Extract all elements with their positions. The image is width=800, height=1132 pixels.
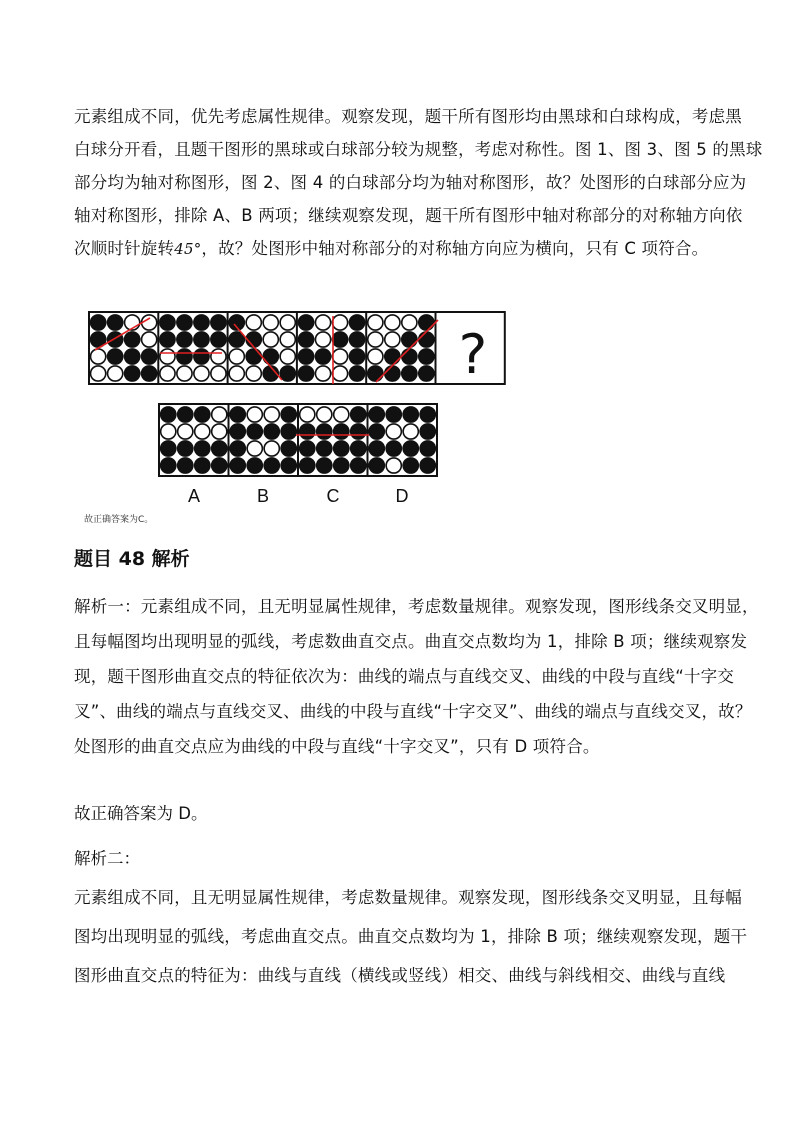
question-cell-3 xyxy=(229,315,295,381)
question-cell-1 xyxy=(91,315,157,381)
black-ball xyxy=(281,458,296,473)
black-ball xyxy=(212,441,227,456)
white-ball xyxy=(108,366,123,381)
text-line: 轴对称图形，排除 A、B 两项；继续观察发现，题干所有图形中轴对称部分的对称轴方向依 xyxy=(74,206,743,225)
option-cell-4 xyxy=(369,407,435,473)
black-ball xyxy=(386,441,401,456)
black-ball xyxy=(403,441,418,456)
analysis-two-label: 解析二： xyxy=(74,849,140,868)
puzzle-figure xyxy=(0,0,800,520)
black-ball xyxy=(300,458,315,473)
black-ball xyxy=(194,315,209,330)
black-ball xyxy=(298,315,313,330)
black-ball xyxy=(194,332,209,347)
text-line: 处图形的曲直交点应为曲线的中段与直线“十字交叉”，只有 D 项符合。 xyxy=(74,737,600,756)
white-ball xyxy=(368,315,383,330)
black-ball xyxy=(108,349,123,364)
black-ball xyxy=(125,349,140,364)
white-ball xyxy=(332,349,347,364)
black-ball xyxy=(385,349,400,364)
white-ball xyxy=(247,441,262,456)
black-ball xyxy=(161,407,176,422)
black-ball xyxy=(300,424,315,439)
paragraph-analysis-two xyxy=(74,878,748,995)
black-ball xyxy=(419,366,434,381)
black-ball xyxy=(419,349,434,364)
black-ball xyxy=(230,407,245,422)
white-ball xyxy=(160,349,175,364)
white-ball xyxy=(332,366,347,381)
white-ball xyxy=(211,349,226,364)
black-ball xyxy=(420,424,435,439)
black-ball xyxy=(247,458,262,473)
white-ball xyxy=(368,349,383,364)
question-row xyxy=(89,312,505,384)
black-ball xyxy=(125,332,140,347)
white-ball xyxy=(334,407,349,422)
black-ball xyxy=(315,349,330,364)
white-ball xyxy=(212,407,227,422)
black-ball xyxy=(108,332,123,347)
black-ball xyxy=(349,332,364,347)
black-ball xyxy=(211,332,226,347)
figure-caption: 故正确答案为C。 xyxy=(84,515,154,525)
black-ball xyxy=(368,366,383,381)
black-ball xyxy=(161,458,176,473)
white-ball xyxy=(247,407,262,422)
question-mark: ? xyxy=(458,323,488,386)
black-ball xyxy=(420,441,435,456)
white-ball xyxy=(160,366,175,381)
black-ball xyxy=(281,424,296,439)
math-45-degrees: 45° xyxy=(174,240,202,258)
text-line: 元素组成不同，优先考虑属性规律。观察发现，题干所有图形均由黑球和白球构成，考虑黑 xyxy=(74,107,742,126)
answer-text: 故正确答案为 D。 xyxy=(74,804,208,823)
black-ball xyxy=(178,407,193,422)
white-ball xyxy=(280,332,295,347)
black-ball xyxy=(125,366,140,381)
white-ball xyxy=(403,424,418,439)
white-ball xyxy=(194,366,209,381)
black-ball xyxy=(420,458,435,473)
white-ball xyxy=(178,424,193,439)
text-line: 图形曲直交点的特征为：曲线与直线（横线或竖线）相交、曲线与斜线相交、曲线与直线 xyxy=(74,966,726,985)
black-ball xyxy=(351,441,366,456)
white-ball xyxy=(317,407,332,422)
black-ball xyxy=(177,332,192,347)
black-ball xyxy=(91,315,106,330)
black-ball xyxy=(161,441,176,456)
black-ball xyxy=(317,441,332,456)
black-ball xyxy=(108,315,123,330)
text-line: 现，题干图形曲直交点的特征依次为：曲线的端点与直线交叉、曲线的中段与直线“十字交 xyxy=(74,667,735,686)
white-ball xyxy=(402,315,417,330)
text-line: 叉”、曲线的端点与直线交叉、曲线的中段与直线“十字交叉”、曲线的端点与直线交叉，故？ xyxy=(74,702,752,721)
black-ball xyxy=(403,458,418,473)
black-ball xyxy=(334,424,349,439)
white-ball xyxy=(300,407,315,422)
white-ball xyxy=(177,366,192,381)
text-fragment: ，故？处图形中轴对称部分的对称轴方向应为横向，只有 C 项符合。 xyxy=(201,239,709,258)
option-cell-3 xyxy=(296,407,372,473)
black-ball xyxy=(369,441,384,456)
white-ball xyxy=(385,315,400,330)
text-line: 解析一：元素组成不同，且无明显属性规律，考虑数量规律。观察发现，图形线条交叉明显， xyxy=(74,597,759,616)
black-ball xyxy=(246,332,261,347)
black-ball xyxy=(403,407,418,422)
black-ball xyxy=(212,458,227,473)
white-ball xyxy=(246,366,261,381)
options-row xyxy=(159,404,437,476)
black-ball xyxy=(178,441,193,456)
white-ball xyxy=(229,366,244,381)
black-ball xyxy=(177,349,192,364)
black-ball xyxy=(385,366,400,381)
black-ball xyxy=(195,407,210,422)
option-cell-1 xyxy=(161,407,227,473)
black-ball xyxy=(349,366,364,381)
option-label-a: A xyxy=(187,486,201,506)
black-ball xyxy=(195,458,210,473)
black-ball xyxy=(334,458,349,473)
black-ball xyxy=(177,315,192,330)
black-ball xyxy=(280,366,295,381)
black-ball xyxy=(298,366,313,381)
white-ball xyxy=(91,349,106,364)
black-ball xyxy=(160,332,175,347)
black-ball xyxy=(369,424,384,439)
question-cell-2 xyxy=(160,315,226,381)
white-ball xyxy=(280,315,295,330)
black-ball xyxy=(386,407,401,422)
white-ball xyxy=(368,332,383,347)
white-ball xyxy=(315,366,330,381)
black-ball xyxy=(281,441,296,456)
white-ball xyxy=(229,349,244,364)
black-ball xyxy=(211,315,226,330)
black-ball xyxy=(349,315,364,330)
white-ball xyxy=(211,366,226,381)
option-label-b: B xyxy=(256,486,270,506)
text-line: 图均出现明显的弧线，考虑曲直交点。曲直交点数均为 1，排除 B 项；继续观察发现，题干 xyxy=(74,927,748,946)
black-ball xyxy=(230,441,245,456)
black-ball xyxy=(419,332,434,347)
white-ball xyxy=(386,424,401,439)
black-ball xyxy=(142,366,157,381)
black-ball xyxy=(349,349,364,364)
black-ball xyxy=(264,424,279,439)
black-ball xyxy=(334,441,349,456)
black-ball xyxy=(178,458,193,473)
white-ball xyxy=(315,315,330,330)
white-ball xyxy=(264,407,279,422)
white-ball xyxy=(263,315,278,330)
black-ball xyxy=(317,424,332,439)
black-ball xyxy=(351,424,366,439)
white-ball xyxy=(263,332,278,347)
question-cell-4 xyxy=(298,315,364,384)
section-heading: 题目 48 解析 xyxy=(74,548,190,570)
white-ball xyxy=(264,441,279,456)
white-ball xyxy=(161,424,176,439)
black-ball xyxy=(230,424,245,439)
white-ball xyxy=(332,315,347,330)
black-ball xyxy=(402,332,417,347)
white-ball xyxy=(195,424,210,439)
black-ball xyxy=(369,407,384,422)
black-ball xyxy=(351,458,366,473)
black-ball xyxy=(298,349,313,364)
black-ball xyxy=(281,407,296,422)
black-ball xyxy=(402,349,417,364)
text-fragment: 次顺时针旋转 xyxy=(74,239,175,258)
black-ball xyxy=(317,458,332,473)
white-ball xyxy=(246,315,261,330)
white-ball xyxy=(386,458,401,473)
option-cell-2 xyxy=(230,407,296,473)
text-line: 部分均为轴对称图形，图 2、图 4 的白球部分均为轴对称图形，故？处图形的白球部分应为 xyxy=(74,173,747,192)
option-label-c: C xyxy=(326,486,340,506)
black-ball xyxy=(194,349,209,364)
black-ball xyxy=(247,424,262,439)
black-ball xyxy=(419,315,434,330)
black-ball xyxy=(298,332,313,347)
black-ball xyxy=(420,407,435,422)
white-ball xyxy=(280,349,295,364)
white-ball xyxy=(385,332,400,347)
black-ball xyxy=(332,332,347,347)
black-ball xyxy=(195,441,210,456)
black-ball xyxy=(142,349,157,364)
text-line: 元素组成不同，且无明显属性规律，考虑数量规律。观察发现，图形线条交叉明显，且每幅 xyxy=(74,888,742,907)
text-line: 白球分开看，且题干图形的黑球或白球部分较为规整，考虑对称性。图 1、图 3、图 5 的黑球 xyxy=(74,140,763,159)
black-ball xyxy=(402,366,417,381)
black-ball xyxy=(300,441,315,456)
option-label-d: D xyxy=(395,486,409,506)
black-ball xyxy=(369,458,384,473)
white-ball xyxy=(212,424,227,439)
white-ball xyxy=(91,366,106,381)
white-ball xyxy=(142,332,157,347)
text-line: 且每幅图均出现明显的弧线，考虑数曲直交点。曲直交点数均为 1，排除 B 项；继续观察发 xyxy=(74,632,748,651)
black-ball xyxy=(351,407,366,422)
black-ball xyxy=(160,315,175,330)
black-ball xyxy=(246,349,261,364)
black-ball xyxy=(230,458,245,473)
paragraph-analysis-one xyxy=(74,589,759,764)
white-ball xyxy=(315,332,330,347)
question-cell-5 xyxy=(368,315,438,382)
black-ball xyxy=(264,458,279,473)
